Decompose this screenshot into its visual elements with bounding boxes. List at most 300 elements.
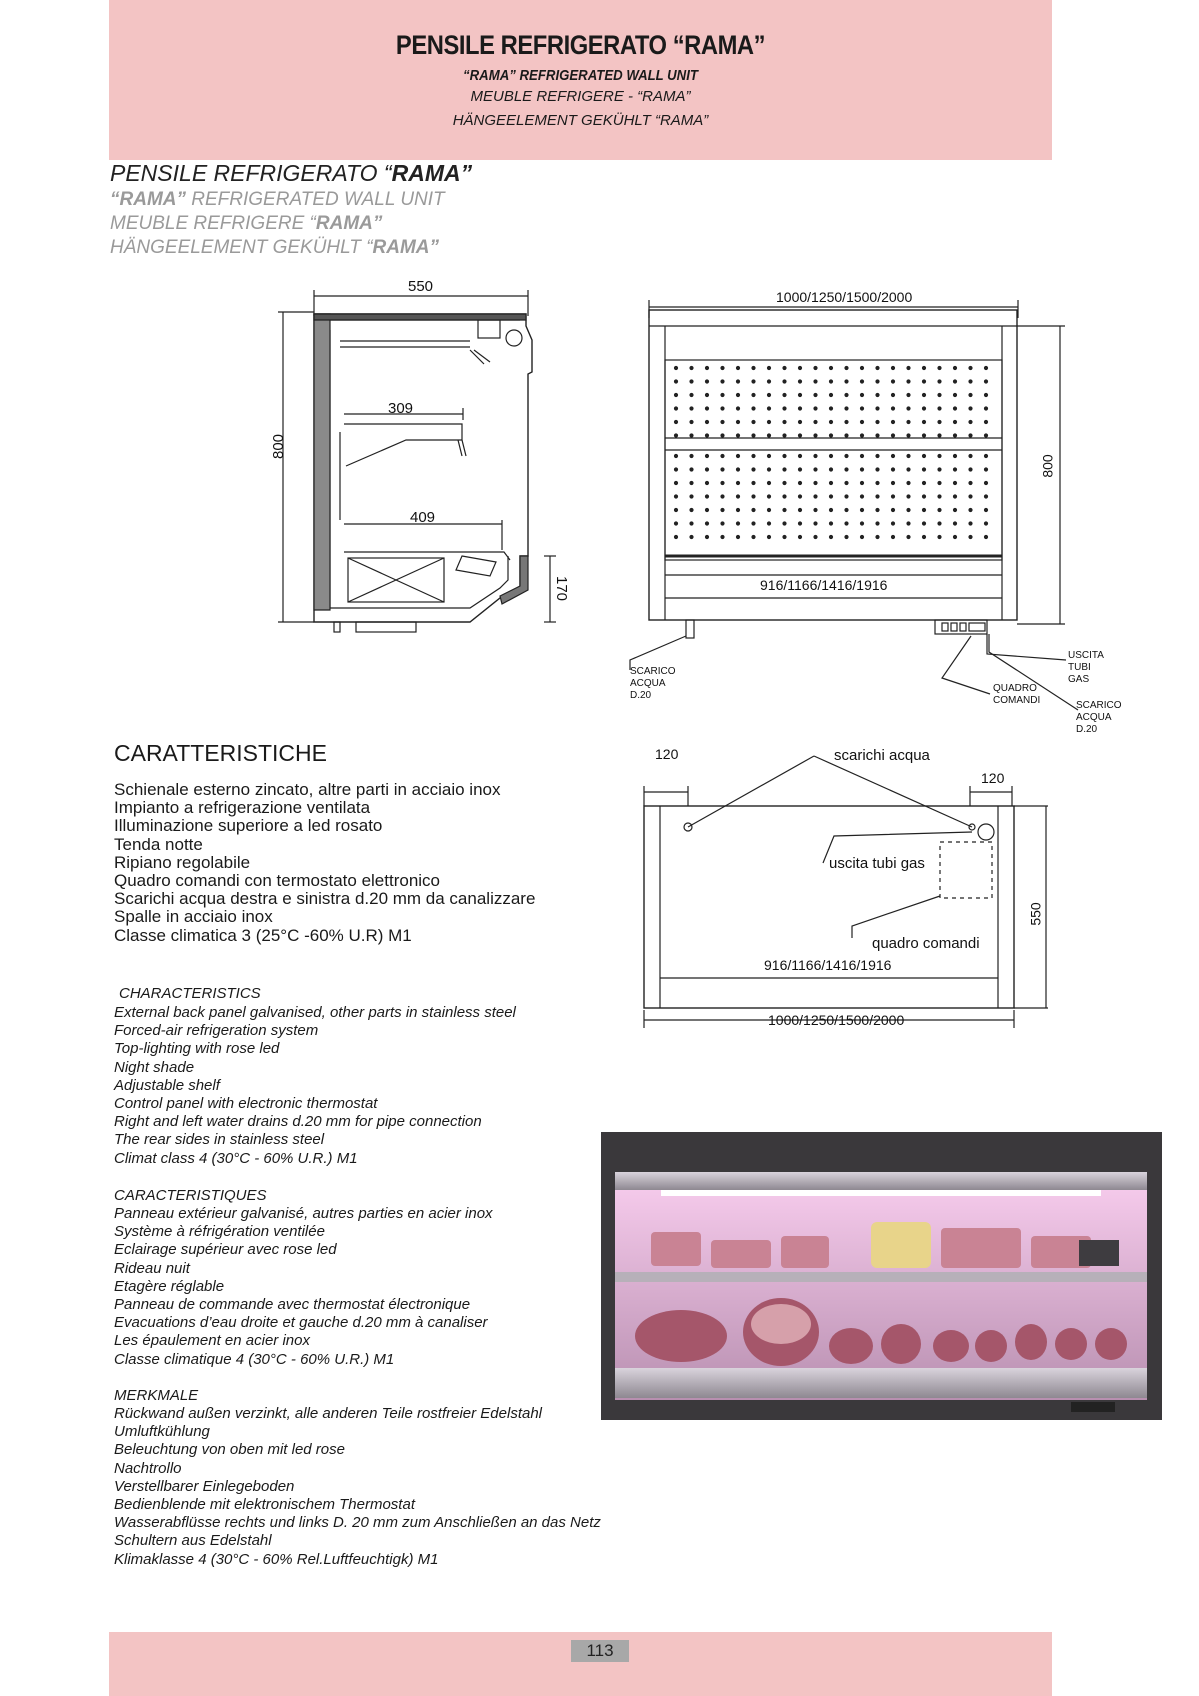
label-drain-right-l1: SCARICO [1076, 700, 1122, 711]
feature-fr: Rideau nuit [114, 1259, 190, 1277]
perforation-dot [844, 535, 848, 539]
perforation-dot [689, 366, 693, 370]
perforation-dot [720, 433, 724, 437]
perforation-dot [984, 535, 988, 539]
section-de-text: HÄNGEELEMENT GEKÜHLT “ [110, 237, 373, 258]
feature-de: Wasserabflüsse rechts und links D. 20 mm zum Anschließen an das Netz [114, 1514, 601, 1532]
perforation-dot [968, 420, 972, 424]
label-panel-l1: QUADRO [993, 683, 1037, 694]
perforation-dot [968, 467, 972, 471]
perforation-dot [875, 494, 879, 498]
feature-fr: Les épaulement en acier inox [114, 1332, 310, 1350]
perforation-dot [674, 420, 678, 424]
perforation-dot [906, 535, 910, 539]
label-drain-left-l3: D.20 [630, 690, 652, 701]
perforation-dot [891, 508, 895, 512]
label-gas-l2: TUBI [1068, 662, 1091, 673]
feature-en: Night shade [114, 1058, 195, 1076]
feature-it: Spalle in acciaio inox [114, 907, 273, 927]
feature-de: Nachtrollo [114, 1459, 182, 1477]
perforation-dot [674, 467, 678, 471]
perforation-dot [875, 393, 879, 397]
perforation-dot [674, 494, 678, 498]
perforation-dot [968, 521, 972, 525]
perforation-dot [844, 366, 848, 370]
feature-fr: Panneau extérieur galvanisé, autres parties en acier inox [114, 1205, 493, 1222]
perforation-dot [860, 481, 864, 485]
perforation-dot [984, 521, 988, 525]
perforation-dot [906, 379, 910, 383]
feature-it: Classe climatica 3 (25°C -60% U.R) M1 [114, 925, 412, 945]
perforation-dot [782, 454, 786, 458]
perforation-dot [720, 508, 724, 512]
perforation-dot [906, 420, 910, 424]
perforation-dot [953, 454, 957, 458]
perforation-dot [767, 406, 771, 410]
perforation-dot [829, 393, 833, 397]
page-subtitle-fr: MEUBLE REFRIGERE - “RAMA” [470, 88, 691, 105]
perforation-dot [813, 366, 817, 370]
perforation-dot [860, 521, 864, 525]
perforation-dot [798, 366, 802, 370]
perforation-dot [829, 379, 833, 383]
perforation-dot [736, 467, 740, 471]
perforation-dot [798, 393, 802, 397]
perforation-dot [860, 420, 864, 424]
feature-en: Top-lighting with rose led [114, 1040, 280, 1058]
perforation-dot [953, 433, 957, 437]
perforation-dot [968, 454, 972, 458]
perforation-dot [751, 508, 755, 512]
perforation-dot [891, 379, 895, 383]
perforation-dot [844, 379, 848, 383]
perforation-dot [844, 494, 848, 498]
section-fr-bold: RAMA” [315, 213, 383, 234]
perforation-dot [968, 494, 972, 498]
label-gas-l1: USCITA [1068, 650, 1104, 661]
perforation-dot [984, 379, 988, 383]
perforation-dot [891, 521, 895, 525]
page-title: PENSILE REFRIGERATO “RAMA” [395, 30, 766, 60]
perforation-dot [720, 406, 724, 410]
perforation-dot [937, 521, 941, 525]
perforation-dot [984, 508, 988, 512]
perforation-dot [767, 366, 771, 370]
features-de-heading: MERKMALE [114, 1387, 199, 1404]
perforation-dot [922, 420, 926, 424]
section-fr-text: MEUBLE REFRIGERE “ [110, 213, 316, 234]
perforation-dot [751, 366, 755, 370]
label-drain-right-l2: ACQUA [1076, 712, 1112, 723]
feature-fr: Evacuations d’eau droite et gauche d.20 mm à canaliser [114, 1314, 488, 1332]
perforation-dot [953, 481, 957, 485]
perforation-dot [751, 420, 755, 424]
perforation-dot [782, 393, 786, 397]
perforation-dot [736, 393, 740, 397]
feature-de: Verstellbarer Einlegeboden [114, 1477, 295, 1495]
perforation-dot [922, 508, 926, 512]
perforation-dot [751, 406, 755, 410]
perforation-dot [844, 406, 848, 410]
perforation-dot [782, 481, 786, 485]
perforation-dot [968, 379, 972, 383]
perforation-dot [906, 508, 910, 512]
perforation-dot [968, 535, 972, 539]
perforation-dot [844, 454, 848, 458]
perforation-dot [813, 494, 817, 498]
perforation-dot [891, 467, 895, 471]
perforation-dot [875, 467, 879, 471]
perforation-dot [689, 467, 693, 471]
perforation-dot [751, 393, 755, 397]
perforation-dot [705, 467, 709, 471]
label-gas-l3: GAS [1068, 674, 1090, 685]
perforation-dot [720, 366, 724, 370]
perforation-dot [891, 406, 895, 410]
label-panel-l2: COMANDI [993, 695, 1041, 706]
features-en-list [114, 1004, 516, 1168]
feature-fr: Panneau de commande avec thermostat électronique [114, 1296, 471, 1314]
perforation-dot [968, 366, 972, 370]
perforation-dot [891, 393, 895, 397]
perforation-dot [705, 406, 709, 410]
side-height-dim: 800 [270, 433, 288, 460]
perforation-dot [860, 508, 864, 512]
perforation-dot [767, 433, 771, 437]
page-number: 113 [571, 1640, 629, 1662]
perforation-dot [844, 521, 848, 525]
perforation-dot [720, 535, 724, 539]
perforation-dot [937, 467, 941, 471]
feature-it: Tenda notte [114, 834, 203, 854]
perforation-dot [782, 521, 786, 525]
perforation-dot [984, 454, 988, 458]
perforation-dot [736, 366, 740, 370]
features-fr-list [114, 1205, 493, 1369]
section-en-text: REFRIGERATED WALL UNIT [186, 189, 445, 210]
perforation-dot [798, 379, 802, 383]
features-it-heading: CARATTERISTICHE [114, 740, 327, 766]
feature-de: Umluftkühlung [114, 1423, 210, 1441]
perforation-dot [798, 467, 802, 471]
perforation-dot [689, 508, 693, 512]
perforation-dot [875, 481, 879, 485]
perforation-dot [813, 481, 817, 485]
perforation-dot [829, 494, 833, 498]
perforation-dot [782, 420, 786, 424]
feature-en: Forced-air refrigeration system [114, 1022, 319, 1040]
feature-de: Rückwand außen verzinkt, alle anderen Teile rostfreier Edelstahl [114, 1405, 543, 1422]
perforation-dot [798, 494, 802, 498]
perforation-dot [875, 433, 879, 437]
perforation-dot [922, 535, 926, 539]
perforation-dot [829, 433, 833, 437]
perforation-dot [906, 393, 910, 397]
label-control-panel [993, 683, 1040, 707]
perforation-dot [968, 393, 972, 397]
perforation-dot [767, 535, 771, 539]
perforation-dot [705, 393, 709, 397]
perforation-dot [736, 420, 740, 424]
label-drain-right [1076, 700, 1122, 736]
perforation-dot [751, 494, 755, 498]
top-inner-width-dim: 916/1166/1416/1916 [764, 957, 892, 973]
feature-fr: Classe climatique 4 (30°C - 60% U.R.) M1 [114, 1350, 395, 1368]
feature-fr: Eclairage supérieur avec rose led [114, 1241, 337, 1259]
perforation-dot [689, 521, 693, 525]
perforation-dot [860, 379, 864, 383]
top-right-offset-dim: 120 [981, 770, 1005, 786]
perforation-dot [674, 406, 678, 410]
perforation-dot [736, 508, 740, 512]
side-wall-top [314, 314, 526, 320]
perforation-dot [674, 521, 678, 525]
perforation-dot [689, 406, 693, 410]
perforation-dot [922, 433, 926, 437]
perforation-dot [875, 406, 879, 410]
front-inner-width-dim: 916/1166/1416/1916 [760, 577, 888, 593]
perforation-dot [782, 494, 786, 498]
perforation-dot [674, 393, 678, 397]
side-width-dim: 550 [408, 278, 434, 295]
perforation-dot [751, 521, 755, 525]
perforation-dot [736, 454, 740, 458]
perforation-dot [751, 433, 755, 437]
shelf-bottom-dim: 409 [410, 509, 436, 526]
perforation-dot [953, 467, 957, 471]
perforation-dot [937, 535, 941, 539]
perforation-dot [829, 467, 833, 471]
feature-en: Control panel with electronic thermostat [114, 1095, 378, 1113]
perforation-dot [922, 406, 926, 410]
perforation-dot [953, 420, 957, 424]
perforation-dot [891, 366, 895, 370]
perforation-dot [705, 433, 709, 437]
perforation-dot [798, 521, 802, 525]
feature-en: The rear sides in stainless steel [114, 1131, 325, 1149]
perforation-dot [922, 366, 926, 370]
perforation-dot [937, 366, 941, 370]
product-photo-illustration [601, 1132, 1162, 1420]
perforation-dot [674, 454, 678, 458]
front-outer-width-dim: 1000/1250/1500/2000 [776, 289, 913, 305]
features-fr-heading: CARACTERISTIQUES [114, 1187, 267, 1204]
perforation-dot [720, 393, 724, 397]
feature-en: Climat class 4 (30°C - 60% U.R.) M1 [114, 1149, 358, 1167]
perforation-dot [953, 535, 957, 539]
perforation-dot [844, 420, 848, 424]
section-en-open: “ [110, 189, 120, 210]
perforation-dot [829, 420, 833, 424]
side-wall-left [314, 314, 330, 610]
perforation-dot [829, 366, 833, 370]
perforation-dot [922, 494, 926, 498]
perforation-dots [674, 366, 988, 539]
perforation-dot [720, 521, 724, 525]
label-controls: quadro comandi [872, 935, 980, 952]
perforation-dot [891, 494, 895, 498]
perforation-dot [953, 379, 957, 383]
perforation-dot [767, 521, 771, 525]
perforation-dot [922, 521, 926, 525]
features-it-list [114, 781, 535, 945]
perforation-dot [984, 406, 988, 410]
perforation-dot [906, 454, 910, 458]
perforation-dot [705, 481, 709, 485]
perforation-dot [813, 406, 817, 410]
perforation-dot [968, 406, 972, 410]
perforation-dot [844, 481, 848, 485]
perforation-dot [860, 433, 864, 437]
perforation-dot [937, 379, 941, 383]
perforation-dot [844, 433, 848, 437]
perforation-dot [875, 454, 879, 458]
top-depth-dim: 550 [1027, 902, 1044, 926]
perforation-dot [937, 420, 941, 424]
perforation-dot [875, 379, 879, 383]
perforation-dot [798, 406, 802, 410]
perforation-dot [844, 393, 848, 397]
feature-de: Bedienblende mit elektronischem Thermostat [114, 1496, 415, 1514]
perforation-dot [922, 379, 926, 383]
perforation-dot [984, 393, 988, 397]
label-gas-pipes: uscita tubi gas [829, 855, 925, 872]
perforation-dot [860, 467, 864, 471]
label-gas-outlet [1068, 650, 1104, 686]
perforation-dot [860, 393, 864, 397]
perforation-dot [875, 420, 879, 424]
perforation-dot [689, 494, 693, 498]
perforation-dot [689, 535, 693, 539]
label-drain-left-l2: ACQUA [630, 678, 666, 689]
feature-fr: Système à réfrigération ventilée [114, 1223, 325, 1241]
section-de-bold: RAMA” [372, 237, 440, 258]
perforation-dot [937, 508, 941, 512]
perforation-dot [953, 494, 957, 498]
perforation-dot [689, 379, 693, 383]
perforation-dot [906, 366, 910, 370]
perforation-dot [813, 454, 817, 458]
perforation-dot [891, 454, 895, 458]
perforation-dot [674, 366, 678, 370]
perforation-dot [736, 406, 740, 410]
perforation-dot [953, 366, 957, 370]
perforation-dot [751, 481, 755, 485]
page-subtitle-de: HÄNGEELEMENT GEKÜHLT “RAMA” [452, 112, 709, 129]
perforation-dot [751, 454, 755, 458]
perforation-dot [767, 420, 771, 424]
feature-en: Right and left water drains d.20 mm for pipe connection [114, 1113, 482, 1131]
perforation-dot [705, 535, 709, 539]
perforation-dot [798, 420, 802, 424]
perforation-dot [767, 467, 771, 471]
perforation-dot [767, 494, 771, 498]
perforation-dot [937, 393, 941, 397]
perforation-dot [689, 454, 693, 458]
perforation-dot [937, 406, 941, 410]
perforation-dot [720, 454, 724, 458]
perforation-dot [767, 481, 771, 485]
perforation-dot [767, 393, 771, 397]
perforation-dot [782, 508, 786, 512]
perforation-dot [720, 379, 724, 383]
feature-it: Impianto a refrigerazione ventilata [114, 798, 371, 818]
top-left-offset-dim: 120 [655, 746, 679, 762]
perforation-dot [751, 535, 755, 539]
perforation-dot [705, 508, 709, 512]
perforation-dot [829, 508, 833, 512]
perforation-dot [782, 366, 786, 370]
feature-it: Scarichi acqua destra e sinistra d.20 mm da canalizzare [114, 889, 536, 909]
perforation-dot [720, 494, 724, 498]
perforation-dot [984, 494, 988, 498]
perforation-dot [891, 433, 895, 437]
feature-it: Illuminazione superiore a led rosato [114, 816, 383, 836]
perforation-dot [813, 521, 817, 525]
perforation-dot [829, 406, 833, 410]
perforation-dot [829, 454, 833, 458]
perforation-dot [736, 494, 740, 498]
perforation-dot [751, 379, 755, 383]
perforation-dot [937, 454, 941, 458]
perforation-dot [937, 481, 941, 485]
perforation-dot [720, 467, 724, 471]
perforation-dot [705, 379, 709, 383]
feature-de: Schultern aus Edelstahl [114, 1532, 272, 1550]
perforation-dot [860, 454, 864, 458]
product-photo [601, 1132, 1162, 1420]
feature-it: Quadro comandi con termostato elettronico [114, 871, 441, 891]
perforation-dot [922, 454, 926, 458]
label-drain-left-l1: SCARICO [630, 666, 676, 677]
perforation-dot [689, 433, 693, 437]
page-subtitle-en: “RAMA” REFRIGERATED WALL UNIT [463, 67, 698, 84]
perforation-dot [875, 366, 879, 370]
perforation-dot [953, 521, 957, 525]
base-height-dim: 170 [553, 575, 571, 602]
perforation-dot [875, 535, 879, 539]
perforation-dot [968, 481, 972, 485]
perforation-dot [736, 521, 740, 525]
perforation-dot [953, 406, 957, 410]
perforation-dot [829, 521, 833, 525]
perforation-dot [782, 433, 786, 437]
perforation-dot [813, 379, 817, 383]
perforation-dot [844, 467, 848, 471]
perforation-dot [782, 379, 786, 383]
label-water-drains: scarichi acqua [834, 747, 930, 764]
perforation-dot [906, 467, 910, 471]
perforation-dot [782, 406, 786, 410]
perforation-dot [767, 379, 771, 383]
perforation-dot [829, 481, 833, 485]
perforation-dot [891, 481, 895, 485]
perforation-dot [798, 454, 802, 458]
feature-fr: Etagère réglable [114, 1277, 225, 1295]
perforation-dot [968, 433, 972, 437]
perforation-dot [968, 508, 972, 512]
perforation-dot [767, 454, 771, 458]
section-title-text: PENSILE REFRIGERATO “ [110, 160, 392, 186]
perforation-dot [798, 481, 802, 485]
side-wall-bottom [500, 556, 528, 604]
perforation-dot [705, 454, 709, 458]
feature-it: Ripiano regolabile [114, 852, 251, 872]
feature-en: External back panel galvanised, other parts in stainless steel [114, 1004, 516, 1021]
perforation-dot [937, 433, 941, 437]
perforation-dot [906, 433, 910, 437]
perforation-dot [813, 535, 817, 539]
